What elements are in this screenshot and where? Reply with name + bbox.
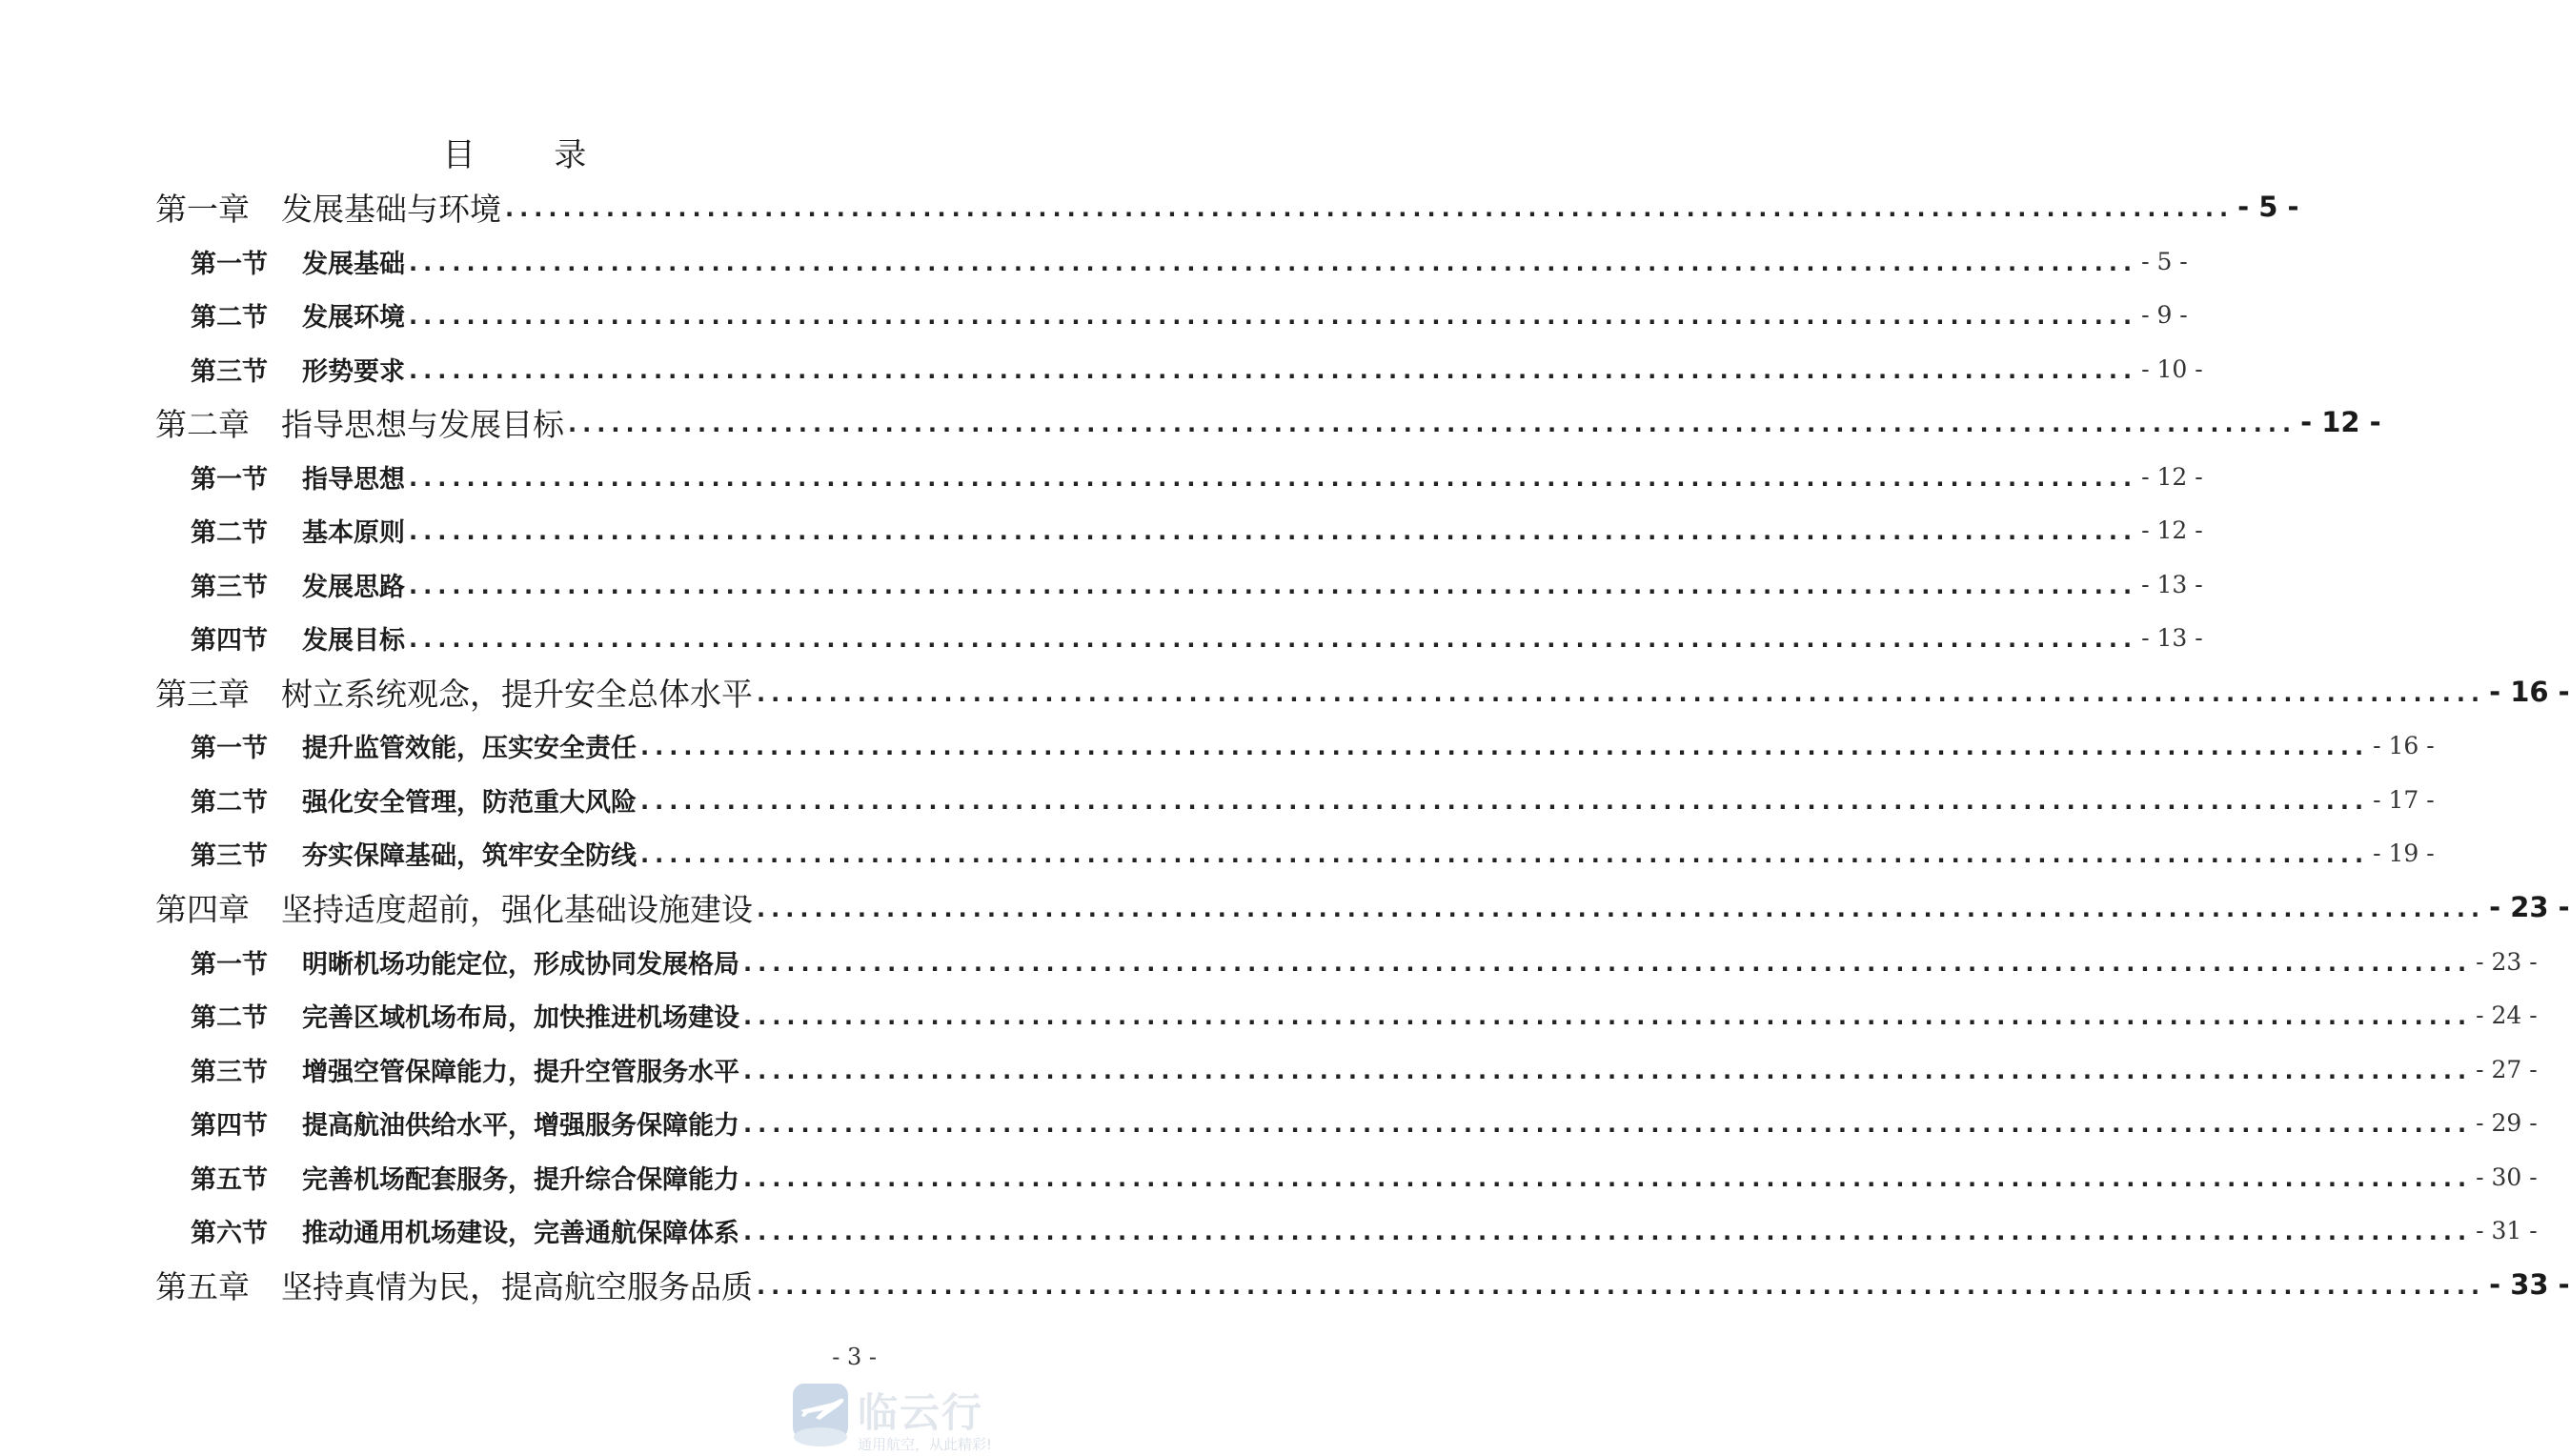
toc-entry-page: - 12 -: [2141, 462, 2203, 491]
watermark-brand: 临云行: [858, 1389, 984, 1436]
toc-entry-page: - 5 -: [2141, 247, 2188, 275]
toc-entry-number: 第二节: [191, 1002, 268, 1033]
toc-entry-title: 指导思想: [302, 464, 405, 495]
toc-entry-number: 第二节: [191, 302, 268, 333]
toc-entry-title: 发展目标: [302, 625, 405, 656]
toc-entry-number: 第一节: [191, 249, 268, 279]
toc-leader-dots: ........................................................................................................................: [505, 195, 2235, 222]
toc-section-entry: [191, 238, 2188, 284]
toc-entry-title: 完善区域机场布局，加快推进机场建设: [302, 1002, 739, 1033]
toc-entry-title: 提升监管效能，压实安全责任: [302, 733, 637, 763]
toc-leader-dots: ........................................................................................................................: [640, 788, 2370, 815]
toc-entry-page: - 12 -: [2141, 516, 2203, 544]
toc-leader-dots: ........................................................................................................................: [640, 734, 2370, 760]
toc-entry-page: - 31 -: [2476, 1216, 2538, 1244]
toc-leader-dots: ........................................................................................................................: [409, 465, 2138, 492]
toc-entry-page: - 10 -: [2141, 354, 2203, 383]
toc-entry-number: 第三节: [191, 356, 268, 387]
toc-entry-page: - 33 -: [2489, 1268, 2570, 1301]
toc-entry-number: 第三节: [191, 1057, 268, 1087]
toc-entry-title: 坚持适度超前，强化基础设施建设: [281, 890, 753, 928]
toc-leader-dots: ........................................................................................................................: [409, 518, 2138, 545]
toc-section-entry: [191, 1154, 2538, 1200]
toc-leader-dots: ........................................................................................................................: [743, 1219, 2473, 1245]
toc-entry-page: - 13 -: [2141, 623, 2203, 652]
toc-leader-dots: ........................................................................................................................: [757, 896, 2486, 922]
toc-leader-dots: ........................................................................................................................: [409, 250, 2138, 276]
toc-section-entry: [191, 1100, 2538, 1145]
toc-entry-number: 第二节: [191, 787, 268, 818]
toc-entry-title: 发展思路: [302, 572, 405, 602]
toc-entry-page: - 24 -: [2476, 1001, 2538, 1029]
toc-entry-number: 第一节: [191, 464, 268, 495]
toc-entry-number: 第六节: [191, 1218, 268, 1248]
toc-section-entry: [191, 992, 2538, 1038]
toc-entry-title: 提高航油供给水平，增强服务保障能力: [302, 1110, 739, 1141]
toc-section-entry: [191, 939, 2538, 984]
toc-entry-page: - 19 -: [2373, 839, 2435, 867]
toc-leader-dots: ........................................................................................................................: [743, 1111, 2473, 1138]
toc-chapter-entry: [155, 184, 2299, 230]
toc-entry-page: - 13 -: [2141, 570, 2203, 598]
page-number: - 3 -: [832, 1344, 877, 1370]
toc-section-entry: [191, 561, 2203, 607]
toc-entry-page: - 16 -: [2489, 676, 2570, 708]
toc-entry-number: 第一节: [191, 949, 268, 980]
toc-leader-dots: ........................................................................................................................: [743, 1003, 2473, 1030]
toc-entry-title: 增强空管保障能力，提升空管服务水平: [302, 1057, 739, 1087]
toc-leader-dots: ........................................................................................................................: [743, 1058, 2473, 1084]
toc-section-entry: [191, 615, 2203, 660]
toc-leader-dots: ........................................................................................................................: [409, 573, 2138, 599]
toc-section-entry: [191, 346, 2203, 392]
toc-title: 目 录: [442, 136, 621, 174]
toc-section-entry: [191, 830, 2435, 876]
watermark-slogan: 通用航空，从此精彩!: [858, 1436, 993, 1453]
toc-leader-dots: ........................................................................................................................: [743, 950, 2473, 977]
toc-section-entry: [191, 722, 2435, 768]
toc-section-entry: [191, 454, 2203, 499]
toc-entry-page: - 17 -: [2373, 785, 2435, 814]
toc-entry-number: 第三节: [191, 572, 268, 602]
toc-leader-dots: ........................................................................................................................: [743, 1165, 2473, 1192]
toc-leader-dots: ........................................................................................................................: [757, 680, 2486, 707]
toc-entry-page: - 23 -: [2476, 947, 2538, 976]
toc-chapter-entry: [155, 1262, 2570, 1307]
toc-entry-number: 第二节: [191, 517, 268, 548]
toc-entry-title: 强化安全管理，防范重大风险: [302, 787, 637, 818]
toc-section-entry: [191, 1046, 2538, 1092]
toc-section-entry: [191, 777, 2435, 822]
toc-entry-title: 发展基础与环境: [281, 190, 501, 228]
toc-entry-title: 明晰机场功能定位，形成协同发展格局: [302, 949, 739, 980]
toc-entry-number: 第一章: [155, 190, 250, 228]
toc-entry-number: 第五章: [155, 1267, 250, 1305]
toc-entry-page: - 9 -: [2141, 300, 2188, 329]
toc-entry-title: 形势要求: [302, 356, 405, 387]
toc-entry-title: 完善机场配套服务，提升综合保障能力: [302, 1164, 739, 1195]
airplane-cloud-icon: [791, 1382, 850, 1448]
toc-section-entry: [191, 292, 2188, 337]
toc-section-entry: [191, 507, 2203, 553]
toc-chapter-entry: [155, 669, 2570, 715]
toc-entry-title: 发展环境: [302, 302, 405, 333]
toc-leader-dots: ........................................................................................................................: [409, 357, 2138, 384]
toc-entry-page: - 27 -: [2476, 1055, 2538, 1083]
toc-entry-page: - 5 -: [2237, 191, 2299, 223]
toc-entry-page: - 29 -: [2476, 1108, 2538, 1137]
toc-entry-number: 第二章: [155, 405, 250, 443]
toc-entry-title: 发展基础: [302, 249, 405, 279]
toc-section-entry: [191, 1207, 2538, 1253]
toc-chapter-entry: [155, 884, 2570, 930]
toc-entry-number: 第一节: [191, 733, 268, 763]
toc-entry-number: 第三节: [191, 840, 268, 871]
toc-entry-number: 第五节: [191, 1164, 268, 1195]
toc-entry-title: 夯实保障基础，筑牢安全防线: [302, 840, 637, 871]
toc-entry-page: - 30 -: [2476, 1163, 2538, 1191]
toc-leader-dots: ........................................................................................................................: [568, 411, 2297, 437]
toc-leader-dots: ........................................................................................................................: [640, 841, 2370, 868]
toc-entry-number: 第三章: [155, 675, 250, 713]
toc-entry-title: 树立系统观念，提升安全总体水平: [281, 675, 753, 713]
toc-entry-title: 指导思想与发展目标: [281, 405, 564, 443]
toc-entry-title: 基本原则: [302, 517, 405, 548]
toc-entry-title: 坚持真情为民，提高航空服务品质: [281, 1267, 753, 1305]
toc-entry-page: - 16 -: [2373, 731, 2435, 759]
toc-entry-page: - 23 -: [2489, 891, 2570, 923]
toc-leader-dots: ........................................................................................................................: [409, 626, 2138, 653]
toc-leader-dots: ........................................................................................................................: [757, 1273, 2486, 1300]
watermark: [791, 1382, 1001, 1454]
toc-entry-page: - 12 -: [2300, 406, 2381, 438]
toc-leader-dots: ........................................................................................................................: [409, 303, 2138, 330]
toc-chapter-entry: [155, 399, 2381, 445]
toc-entry-number: 第四节: [191, 1110, 268, 1141]
toc-entry-title: 推动通用机场建设，完善通航保障体系: [302, 1218, 739, 1248]
toc-entry-number: 第四章: [155, 890, 250, 928]
toc-entry-number: 第四节: [191, 625, 268, 656]
